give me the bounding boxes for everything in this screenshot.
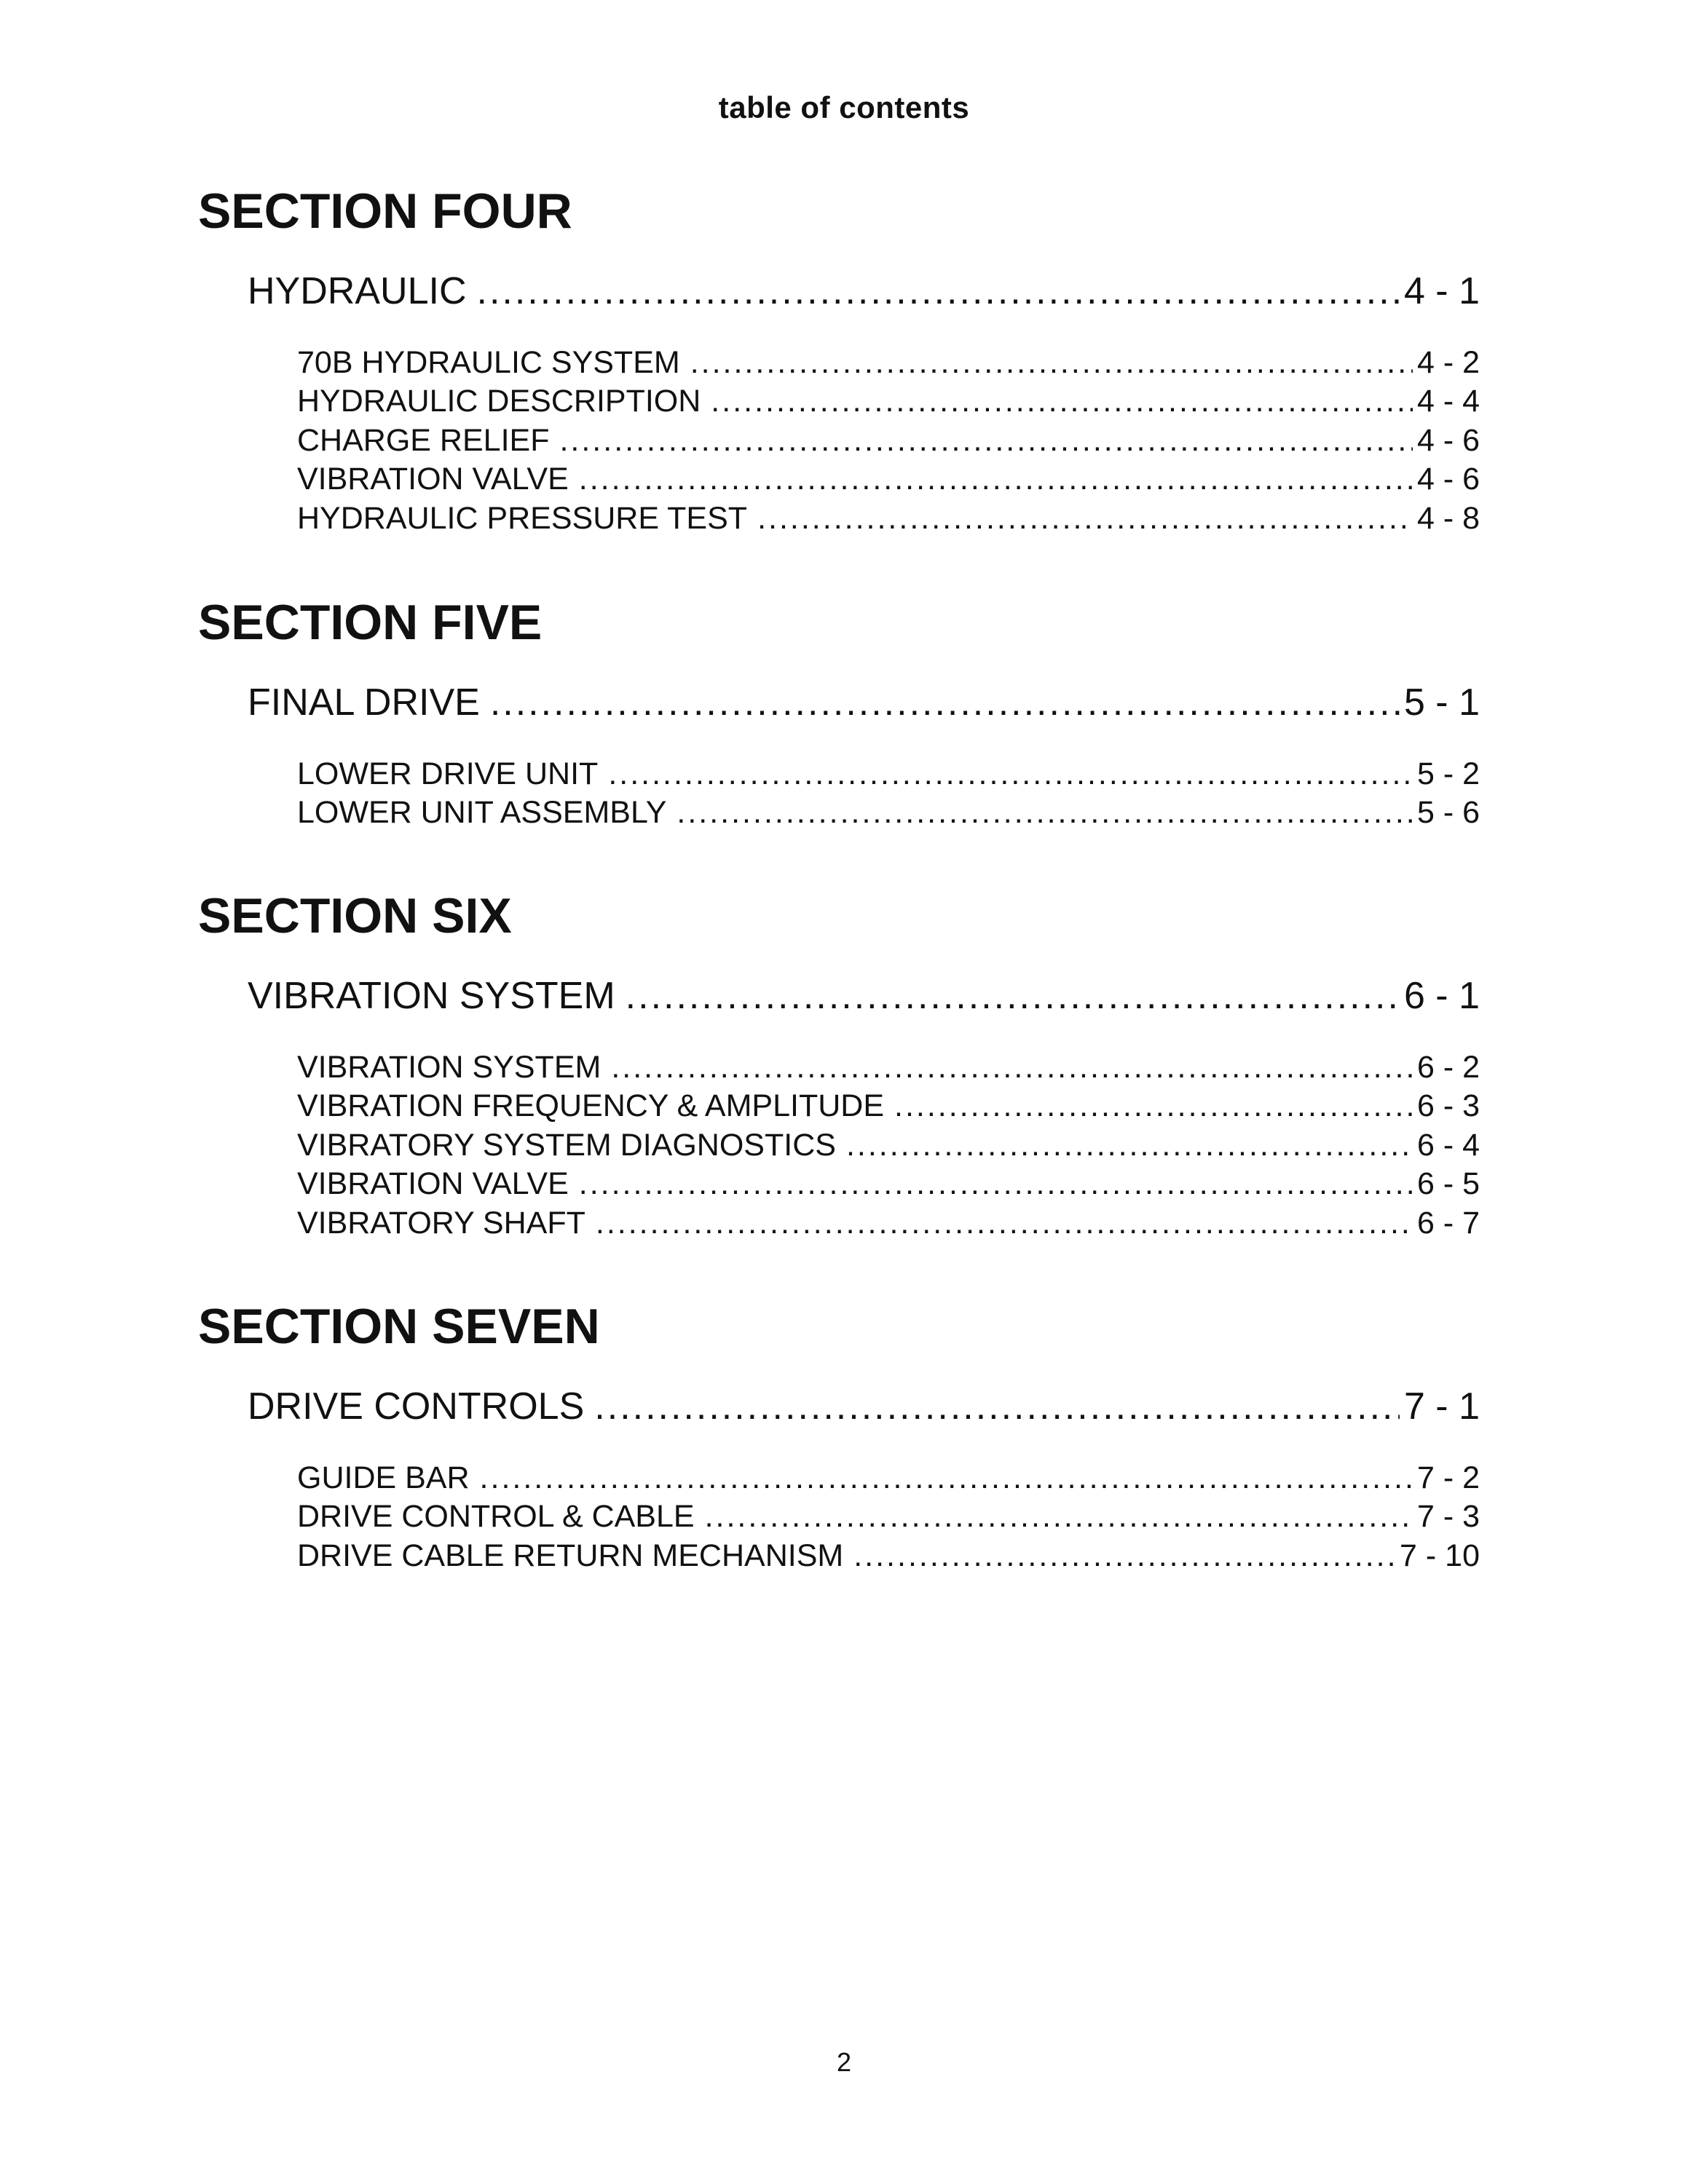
entry-list [297, 755, 1480, 833]
toc-entry[interactable] [297, 755, 1480, 794]
entry-page: 4 - 6 [1416, 422, 1480, 458]
dot-leader [579, 1165, 1413, 1203]
entry-label: VIBRATORY SYSTEM DIAGNOSTICS [297, 1127, 836, 1163]
dot-leader [626, 973, 1400, 1019]
toc-entry[interactable] [297, 460, 1480, 499]
entry-label: LOWER UNIT ASSEMBLY [297, 795, 667, 831]
toc-entry[interactable] [297, 422, 1480, 460]
toc-entry[interactable] [297, 1048, 1480, 1087]
entry-label: GUIDE BAR [297, 1460, 470, 1495]
section-six [198, 887, 1480, 1241]
chapter-label: HYDRAULIC [248, 270, 467, 312]
toc-entry[interactable] [297, 1087, 1480, 1125]
entry-page: 6 - 7 [1416, 1205, 1480, 1241]
toc-entry[interactable] [297, 1497, 1480, 1536]
entry-label: DRIVE CONTROL & CABLE [297, 1499, 695, 1535]
dot-leader [477, 268, 1400, 314]
page-number: 2 [836, 2047, 852, 2077]
section-title: SECTION SIX [198, 888, 512, 943]
dot-leader [757, 499, 1413, 538]
entry-list [297, 1459, 1480, 1575]
entry-page: 6 - 5 [1416, 1166, 1480, 1202]
entry-label: CHARGE RELIEF [297, 422, 550, 458]
page-header: table of contents [718, 90, 970, 124]
toc-entry[interactable] [297, 382, 1480, 421]
toc-entry[interactable] [297, 1165, 1480, 1203]
section-title: SECTION FIVE [198, 595, 543, 650]
chapter-page: 5 - 1 [1403, 681, 1480, 724]
section-seven [198, 1297, 1480, 1573]
entry-label: 70B HYDRAULIC SYSTEM [297, 345, 680, 380]
dot-leader [579, 460, 1413, 499]
toc-chapter-final-drive[interactable] [248, 679, 1480, 726]
toc-chapter-drive-controls[interactable] [248, 1383, 1480, 1430]
dot-leader [480, 1459, 1413, 1497]
chapter-label: DRIVE CONTROLS [248, 1385, 585, 1428]
entry-label: DRIVE CABLE RETURN MECHANISM [297, 1538, 844, 1573]
dot-leader [690, 344, 1413, 382]
dot-leader [594, 1383, 1400, 1430]
entry-label: VIBRATION SYSTEM [297, 1050, 602, 1085]
dot-leader [559, 422, 1412, 460]
entry-page: 5 - 2 [1416, 756, 1480, 791]
entry-page: 4 - 6 [1416, 462, 1480, 497]
section-four [198, 182, 1480, 536]
entry-label: VIBRATION FREQUENCY & AMPLITUDE [297, 1088, 884, 1124]
dot-leader [894, 1087, 1413, 1125]
dot-leader [608, 755, 1413, 794]
toc-entry[interactable] [297, 499, 1480, 538]
section-title: SECTION FOUR [198, 183, 572, 239]
entry-list [297, 344, 1480, 538]
entry-page: 7 - 2 [1416, 1460, 1480, 1495]
dot-leader [596, 1204, 1413, 1243]
toc-entry[interactable] [297, 1126, 1480, 1165]
entry-page: 5 - 6 [1416, 795, 1480, 831]
entry-page: 6 - 4 [1416, 1127, 1480, 1163]
toc-entry[interactable] [297, 1204, 1480, 1243]
entry-page: 7 - 3 [1416, 1499, 1480, 1535]
toc-chapter-hydraulic[interactable] [248, 268, 1480, 314]
toc-entry[interactable] [297, 794, 1480, 832]
entry-label: LOWER DRIVE UNIT [297, 756, 599, 791]
entry-page: 4 - 8 [1416, 500, 1480, 536]
dot-leader [711, 382, 1413, 421]
dot-leader [677, 794, 1413, 832]
dot-leader [611, 1048, 1413, 1087]
entry-page: 7 - 10 [1400, 1538, 1480, 1573]
section-title: SECTION SEVEN [198, 1299, 600, 1354]
entry-page: 6 - 3 [1416, 1088, 1480, 1124]
entry-label: HYDRAULIC DESCRIPTION [297, 384, 701, 419]
chapter-page: 4 - 1 [1403, 270, 1480, 312]
entry-label: VIBRATION VALVE [297, 462, 569, 497]
entry-page: 4 - 4 [1416, 384, 1480, 419]
toc-entry[interactable] [297, 344, 1480, 382]
chapter-label: FINAL DRIVE [248, 681, 480, 724]
entry-label: HYDRAULIC PRESSURE TEST [297, 500, 748, 536]
entry-page: 4 - 2 [1416, 345, 1480, 380]
section-five [198, 593, 1480, 831]
toc-entry[interactable] [297, 1459, 1480, 1497]
dot-leader [853, 1537, 1395, 1575]
dot-leader [490, 679, 1400, 726]
dot-leader [705, 1497, 1413, 1536]
toc-chapter-vibration-system[interactable] [248, 973, 1480, 1019]
entry-page: 6 - 2 [1416, 1050, 1480, 1085]
chapter-label: VIBRATION SYSTEM [248, 975, 615, 1017]
chapter-page: 6 - 1 [1403, 975, 1480, 1017]
chapter-page: 7 - 1 [1403, 1385, 1480, 1428]
entry-list [297, 1048, 1480, 1243]
toc-entry[interactable] [297, 1537, 1480, 1575]
entry-label: VIBRATION VALVE [297, 1166, 569, 1202]
entry-label: VIBRATORY SHAFT [297, 1205, 585, 1241]
dot-leader [846, 1126, 1413, 1165]
